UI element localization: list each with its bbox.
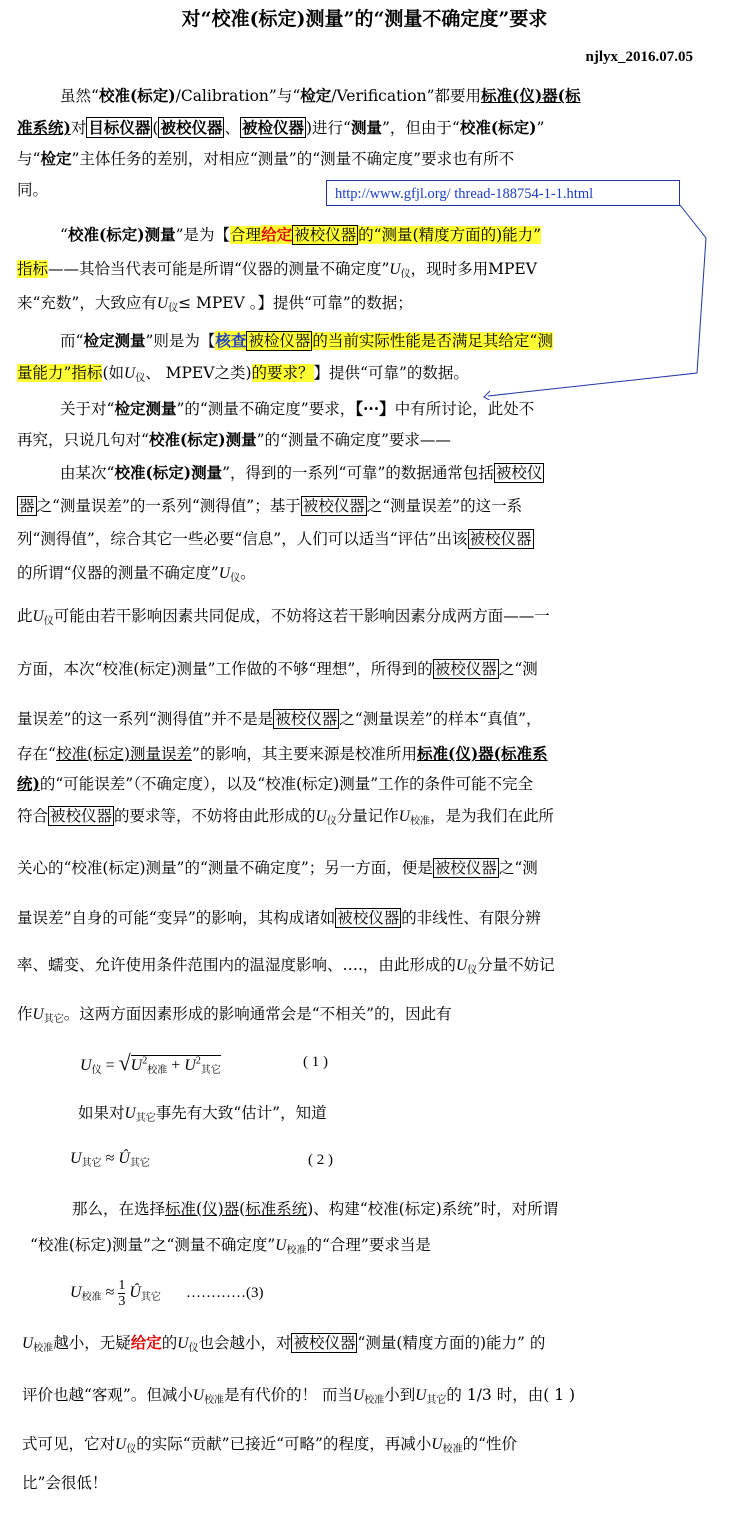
line: 方面，本次“校准(标定)测量”工作做的不够“理想”，所得到的 被校仪器 之“测 <box>17 660 538 678</box>
line: 关心的“校准(标定)测量”的“测量不确定度”；另一方面，便是 被校仪器 之“测 <box>17 859 538 877</box>
equation-2: $U_{其它}$ ≈ $Û_{其它}$ <box>70 1150 150 1169</box>
line: 准系统)对 目标仪器 ( 被校仪器 、 被检仪器 )进行“测量”，但由于“校准(标定)” <box>17 118 545 137</box>
line: 而“检定测量”则是为【核查 被检仪器 的当前实际性能是否满足其给定“测 <box>60 331 553 350</box>
equation-3: $U_{校准}$ ≈ $\frac{1}{3}$ $Û_{其它}$ <box>70 1278 161 1309</box>
line: “校准(标定)测量”之“测量不确定度$”U_{校准}$的“合理”要求当是 <box>30 1236 431 1256</box>
line: 式可见，它对$U_仪$的实际“贡献”已接近“可略”的程度，再减小$U_{校准}$的“性价 <box>22 1435 518 1455</box>
equation-1: $U_仪 = √U^2_{校准} + U^2_{其它}$ <box>80 1050 221 1076</box>
line: 评价也越“客观”。但减小$U_{校准}$是有代价的！ 而当$U_{校准}$小到$U_{其它}$的 1/3 时，由( 1 ) <box>22 1386 576 1406</box>
line: 率、蠕变、允许使用条件范围内的温湿度影响、….，由此形成的$U_仪$分量不妨记 <box>17 956 555 976</box>
line: 指标——其恰当代表可能是所谓“仪器的测量不确定度$”U_仪$，现时多用MPEV <box>17 260 537 280</box>
equation-2-number: ( 2 ) <box>308 1152 333 1168</box>
line: 比”会很低！ <box>22 1474 108 1492</box>
line: “校准(标定)测量”是为【合理给定 被校仪器 的“测量(精度方面的)能力” <box>60 225 542 244</box>
line: 的所谓“仪器的测量不确定度$”U_仪$。 <box>17 564 256 584</box>
line: 由某次“校准(标定)测量”，得到的一系列“可靠”的数据通常包括 被校仪 <box>60 463 543 482</box>
line: 再究，只说几句对“校准(标定)测量”的“测量不确定度”要求—— <box>17 430 451 449</box>
line: 量误差”自身的可能“变异”的影响，其构成诸如 被校仪器 的非线性、有限分辨 <box>17 909 541 927</box>
line: 虽然“校准(标定)/Calibration”与“检定/Verification”都要用标准(仪)器(标 <box>60 86 581 105</box>
ellipsis-link[interactable]: 【···】 <box>355 399 395 418</box>
line: 与“检定”主体任务的差别，对相应“测量”的“测量不确定度”要求也有所不 <box>17 149 515 168</box>
equation-3-number: …………(3) <box>186 1285 264 1301</box>
line: 如果对$U_{其它}$事先有大致“估计”，知道 <box>78 1104 327 1124</box>
line: 统)的“可能误差”（不确定度），以及“校准(标定)测量”工作的条件可能不完全 <box>17 774 534 793</box>
author-date: njlyx_2016.07.05 <box>585 49 693 65</box>
line: 作$U_{其它}$。这两方面因素形成的影响通常会是“不相关”的，因此有 <box>17 1005 452 1025</box>
line: 来“充数”，大致应有$U_仪\le$ MPEV 。】提供“可靠”的数据； <box>17 294 413 314</box>
page-title: 对“校准(标定)测量”的“测量不确定度”要求 <box>181 8 548 30</box>
line: 符合 被校仪器 的要求等，不妨将由此形成的$U_仪$分量记作$U_{校准}$，是为我们在此所 <box>17 807 554 827</box>
reference-link[interactable]: http://www.gfjl.org/ thread-188754-1-1.html <box>326 180 680 206</box>
line: $U_{校准}$越小，无疑给定的$U_仪$也会越小，对 被校仪器 “测量(精度方面的)能力” 的 <box>22 1333 546 1354</box>
equation-1-number: ( 1 ) <box>303 1054 328 1070</box>
line: 存在“校准(标定)测量误差”的影响，其主要来源是校准所用标准(仪)器(标准系 <box>17 744 548 763</box>
line: 量能力”指标(如$U_仪$、 MPEV之类)的要求？】提供“可靠”的数据。 <box>17 364 469 384</box>
line: 量误差”的这一系列“测得值”并不是是 被校仪器 之“测量误差”的样本“真值”， <box>17 710 542 728</box>
line: 那么，在选择标准(仪)器(标准系统)、构建“校准(标定)系统”时，对所谓 <box>72 1200 559 1218</box>
line: 同。 <box>17 181 49 199</box>
line: 列“测得值”，综合其它一些必要“信息”，人们可以适当“评估”出该 被校仪器 <box>17 530 532 548</box>
line: 此$U_仪$可能由若干影响因素共同促成，不妨将这若干影响因素分成两方面——一 <box>17 607 550 627</box>
line: 器 之“测量误差”的一系列“测得值”；基于 被校仪器 之“测量误差”的这一系 <box>19 497 523 515</box>
line: 关于对“检定测量”的“测量不确定度”要求，【···】中有所讨论，此处不 <box>60 399 535 418</box>
